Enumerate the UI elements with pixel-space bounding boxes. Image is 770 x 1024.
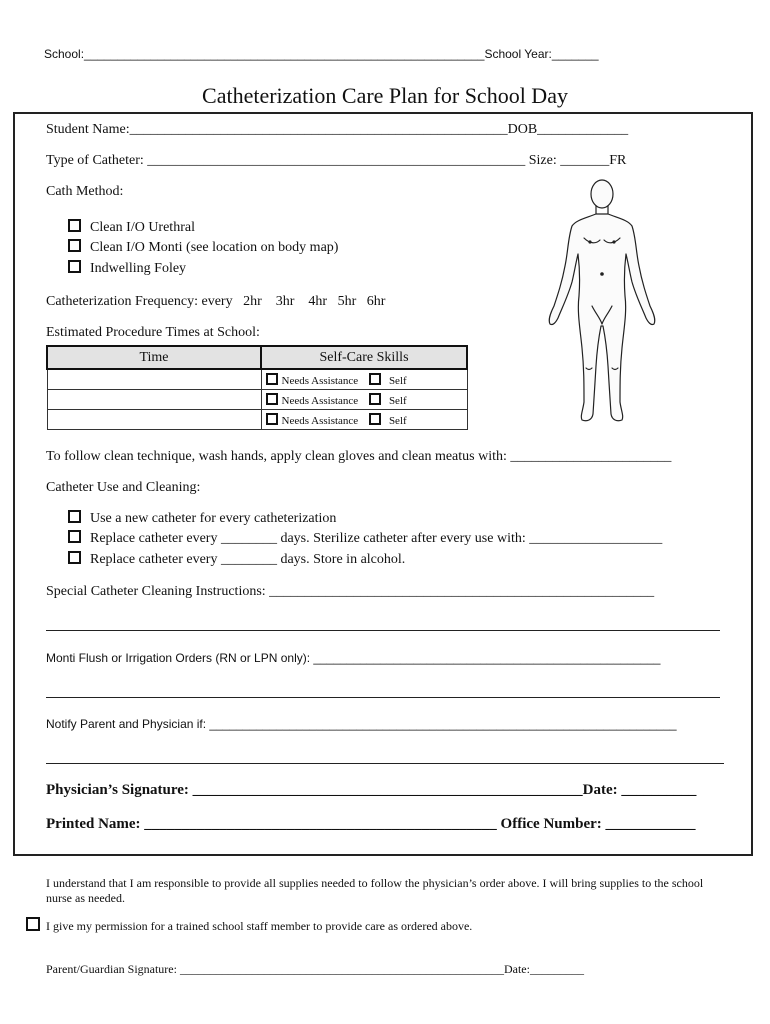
blank-line[interactable] [46,697,720,698]
cath-method-option[interactable] [68,239,338,256]
needs-assistance-label: Needs Assistance [281,374,359,387]
special-cleaning-field[interactable]: Special Catheter Cleaning Instructions: _______________________________________________________ [46,584,655,599]
needs-assistance-label: Needs Assistance [281,394,359,407]
needs-assistance-label: Needs Assistance [281,414,359,427]
parent-signature-field[interactable]: Parent/Guardian Signature: ______________________________________________________Date:_________ [46,962,584,976]
permission-option[interactable] [26,917,472,934]
table-row [47,390,467,410]
cath-method-option-label: Clean I/O Monti (see location on body map) [90,240,339,255]
catheter-use-option-label: Use a new catheter for every catheterization [90,511,337,526]
table-header-time: Time [47,346,261,369]
catheter-use-option[interactable] [68,530,662,547]
table-row [47,369,467,390]
checkbox-icon[interactable] [68,260,81,273]
checkbox-icon[interactable] [26,917,40,931]
checkbox-icon[interactable] [68,510,81,523]
checkbox-icon[interactable] [68,530,81,543]
school-line[interactable]: School:____________________________________________________________School Year:_______ [44,47,599,61]
time-cell[interactable] [47,410,261,430]
checkbox-icon[interactable] [68,239,81,252]
self-care-cell [261,410,467,430]
self-care-cell [261,390,467,410]
self-label: Self [388,394,407,407]
student-name-dob-field[interactable]: Student Name:______________________________________________________DOB_____________ [46,122,629,137]
table-header-self-care: Self-Care Skills [261,346,467,369]
clean-technique-field[interactable]: To follow clean technique, wash hands, apply clean gloves and clean meatus with: _______________________ [46,449,672,464]
physician-signature-field[interactable]: Physician’s Signature: ____________________________________________________Date: __________ [46,782,697,798]
page-title: Catheterization Care Plan for School Day [202,83,568,108]
self-label: Self [388,414,407,427]
cath-method-option[interactable] [68,260,186,277]
frequency-line[interactable]: Catheterization Frequency: every 2hr 3hr 4hr 5hr 6hr [46,294,386,309]
checkbox-icon[interactable] [369,413,381,425]
checkbox-icon[interactable] [68,551,81,564]
catheter-use-option[interactable] [68,510,336,527]
cath-method-label: Cath Method: [46,184,124,199]
checkbox-icon[interactable] [266,413,278,425]
catheter-use-option-label: Replace catheter every ________ days. Store in alcohol. [90,552,406,567]
responsibility-text: I understand that I am responsible to provide all supplies needed to follow the physician’s order above. I will bring supplies to the school nurse as needed. [46,876,704,905]
blank-line[interactable] [46,763,724,764]
procedure-times-label: Estimated Procedure Times at School: [46,325,260,340]
catheter-use-label: Catheter Use and Cleaning: [46,480,201,495]
table-row [47,410,467,430]
checkbox-icon[interactable] [68,219,81,232]
self-label: Self [388,374,407,387]
cath-method-option[interactable] [68,219,195,236]
checkbox-icon[interactable] [266,373,278,385]
checkbox-icon[interactable] [369,393,381,405]
checkbox-icon[interactable] [266,393,278,405]
permission-text: I give my permission for a trained school staff member to provide care as ordered above. [46,919,473,933]
notify-field[interactable]: Notify Parent and Physician if: ______________________________________________________________________ [46,717,677,731]
checkbox-icon[interactable] [369,373,381,385]
time-cell[interactable] [47,390,261,410]
catheter-type-size-field[interactable]: Type of Catheter: ______________________________________________________ Size: _______FR [46,153,627,168]
catheter-use-option[interactable] [68,551,405,568]
time-cell[interactable] [47,369,261,390]
blank-line[interactable] [46,630,720,631]
cath-method-option-label: Indwelling Foley [90,261,187,276]
monti-flush-field[interactable]: Monti Flush or Irrigation Orders (RN or LPN only): ____________________________________________________ [46,651,661,665]
procedure-times-table [46,345,468,430]
body-map-figure[interactable] [540,178,665,428]
printed-name-field[interactable]: Printed Name: _______________________________________________ Office Number: ____________ [46,816,696,832]
cath-method-option-label: Clean I/O Urethral [90,220,195,235]
catheter-use-option-label: Replace catheter every ________ days. Sterilize catheter after every use with: ___________________ [90,531,663,546]
self-care-cell [261,369,467,390]
